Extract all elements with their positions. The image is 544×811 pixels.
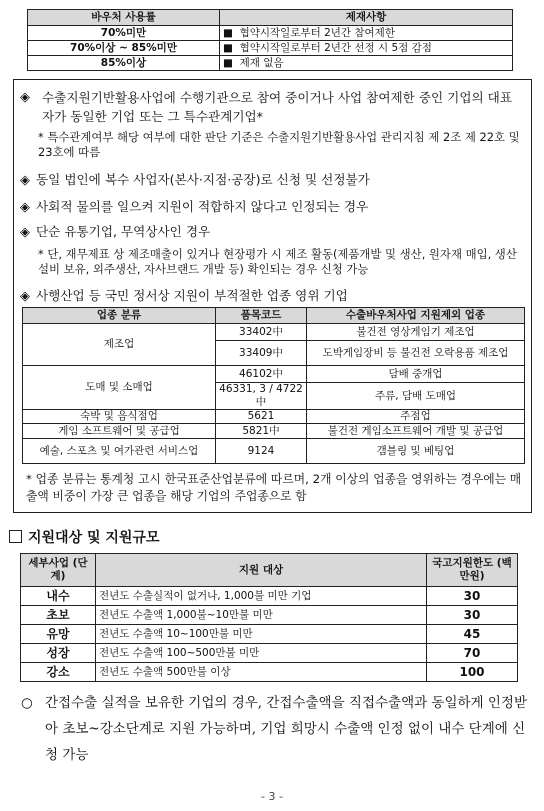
support-scale-table	[20, 553, 518, 682]
table-row	[21, 644, 518, 663]
voucher-usage-table	[27, 9, 513, 71]
excluded-business: 갬블링 및 베팅업	[307, 439, 525, 464]
ineligible-item-2: ◈ 동일 법인에 복수 사업자(본사·지점·공장)로 신청 및 선정불가	[20, 172, 370, 188]
ineligible-item-1: ◈ 수출지원기반활용사업에 수행기관으로 참여 중이거나 사업 참여제한 중인 기업의 대표자가 동일한 기업 또는 그 특수관계기업*	[20, 90, 512, 124]
industry-category: 도매 및 소매업	[23, 366, 216, 410]
table-header: 바우처 사용률	[28, 10, 220, 26]
ineligible-item-5: ◈ 사행산업 등 국민 정서상 지원이 부적절한 업종 영위 기업	[20, 288, 348, 304]
excluded-industry-table	[22, 307, 525, 464]
ineligible-item-3: ◈ 사회적 물의를 일으켜 지원이 적합하지 않다고 인정되는 경우	[20, 199, 369, 215]
diamond-bullet-icon: ◈	[20, 289, 30, 304]
table-row	[21, 663, 518, 682]
excluded-business: 불건전 영상게임기 제조업	[307, 324, 525, 341]
table-header: 세부사업 (단계)	[21, 554, 96, 587]
excluded-business: 주점업	[307, 410, 525, 424]
table-row	[21, 606, 518, 625]
page-number: - 3 -	[261, 790, 283, 803]
table-row	[23, 366, 525, 383]
square-bullet-icon: ■	[223, 41, 233, 54]
industry-classification-note: * 업종 분류는 통계청 고시 한국표준산업분류에 따르며, 2개 이상의 업종을 영위하는 경우에는 매출액 비중이 가장 큰 업종을 해당 기업의 주업종으로 함	[26, 472, 522, 503]
sanction-text: 협약시작일로부터 2년간 참여제한	[239, 26, 395, 39]
table-row	[23, 410, 525, 424]
usage-rate: 70%미만	[28, 26, 220, 41]
support-target: 전년도 수출액 100~500만불 미만	[96, 644, 427, 663]
support-target: 전년도 수출액 10~100만불 미만	[96, 625, 427, 644]
table-header: 제재사항	[220, 10, 513, 26]
table-row	[28, 56, 513, 71]
support-limit: 45	[427, 625, 518, 644]
item-code: 33402中	[216, 324, 307, 341]
note-distribution: * 단, 재무제표 상 제조매출이 있거나 현장평가 시 제조 활동(제품개발 및 생산, 원자재 매입, 생산설비 보유, 외주생산, 자사브랜드 개발 등) 확인되는 경우 신청 가능	[38, 247, 517, 276]
ineligible-item-4: ◈ 단순 유통기업, 무역상사인 경우	[20, 224, 211, 240]
table-header: 지원 대상	[96, 554, 427, 587]
stage-label: 성장	[21, 644, 96, 663]
excluded-business: 불건전 게임소프트웨어 개발 및 공급업	[307, 424, 525, 439]
item-code: 46331, 3 / 4722中	[216, 383, 307, 410]
table-row	[28, 41, 513, 56]
table-header: 품목코드	[216, 308, 307, 324]
table-row	[21, 587, 518, 606]
sanction-text: 제재 없음	[239, 56, 284, 69]
support-target: 전년도 수출액 500만불 이상	[96, 663, 427, 682]
table-header: 국고지원한도 (백만원)	[427, 554, 518, 587]
indirect-export-paragraph: ○ 간접수출 실적을 보유한 기업의 경우, 간접수출액을 직접수출액과 동일하게 인정받아 초보~강소단계로 지원 가능하며, 기업 희망시 수출액 인정 없이 내수 단계에 신청 가능	[21, 690, 531, 768]
stage-label: 강소	[21, 663, 96, 682]
note-special-relation: * 특수관계여부 해당 여부에 대한 판단 기준은 수출지원기반활용사업 관리지침 제 2조 제 22호 및 23호에 따름	[38, 130, 520, 159]
industry-category: 예술, 스포츠 및 여가관련 서비스업	[23, 439, 216, 464]
table-row	[28, 26, 513, 41]
diamond-bullet-icon: ◈	[20, 225, 30, 240]
support-target: 전년도 수출실적이 없거나, 1,000불 미만 기업	[96, 587, 427, 606]
industry-category: 게임 소프트웨어 및 공급업	[23, 424, 216, 439]
item-code: 46102中	[216, 366, 307, 383]
item-code: 33409中	[216, 341, 307, 366]
support-limit: 70	[427, 644, 518, 663]
usage-rate: 70%이상 ~ 85%미만	[28, 41, 220, 56]
support-limit: 30	[427, 587, 518, 606]
diamond-bullet-icon: ◈	[20, 173, 30, 188]
industry-category: 숙박 및 음식점업	[23, 410, 216, 424]
circle-bullet-icon: ○	[21, 695, 33, 711]
checkbox-square-icon	[9, 530, 22, 543]
table-header: 업종 분류	[23, 308, 216, 324]
diamond-bullet-icon: ◈	[20, 200, 30, 215]
excluded-business: 주류, 담배 도매업	[307, 383, 525, 410]
sanction-text: 협약시작일로부터 2년간 선정 시 5점 감점	[239, 41, 432, 54]
section-title: 지원대상 및 지원규모	[9, 527, 159, 547]
excluded-business: 도박게임장비 등 불건전 오락용품 제조업	[307, 341, 525, 366]
square-bullet-icon: ■	[223, 26, 233, 39]
item-code: 5821中	[216, 424, 307, 439]
diamond-bullet-icon: ◈	[20, 90, 30, 105]
table-row	[23, 324, 525, 341]
support-limit: 100	[427, 663, 518, 682]
support-limit: 30	[427, 606, 518, 625]
industry-category: 제조업	[23, 324, 216, 366]
square-bullet-icon: ■	[223, 56, 233, 69]
table-row	[23, 439, 525, 464]
table-row	[23, 424, 525, 439]
stage-label: 내수	[21, 587, 96, 606]
table-header: 수출바우처사업 지원제외 업종	[307, 308, 525, 324]
stage-label: 초보	[21, 606, 96, 625]
table-row	[21, 625, 518, 644]
usage-rate: 85%이상	[28, 56, 220, 71]
excluded-business: 담배 중개업	[307, 366, 525, 383]
item-code: 9124	[216, 439, 307, 464]
support-target: 전년도 수출액 1,000불~10만불 미만	[96, 606, 427, 625]
stage-label: 유망	[21, 625, 96, 644]
item-code: 5621	[216, 410, 307, 424]
